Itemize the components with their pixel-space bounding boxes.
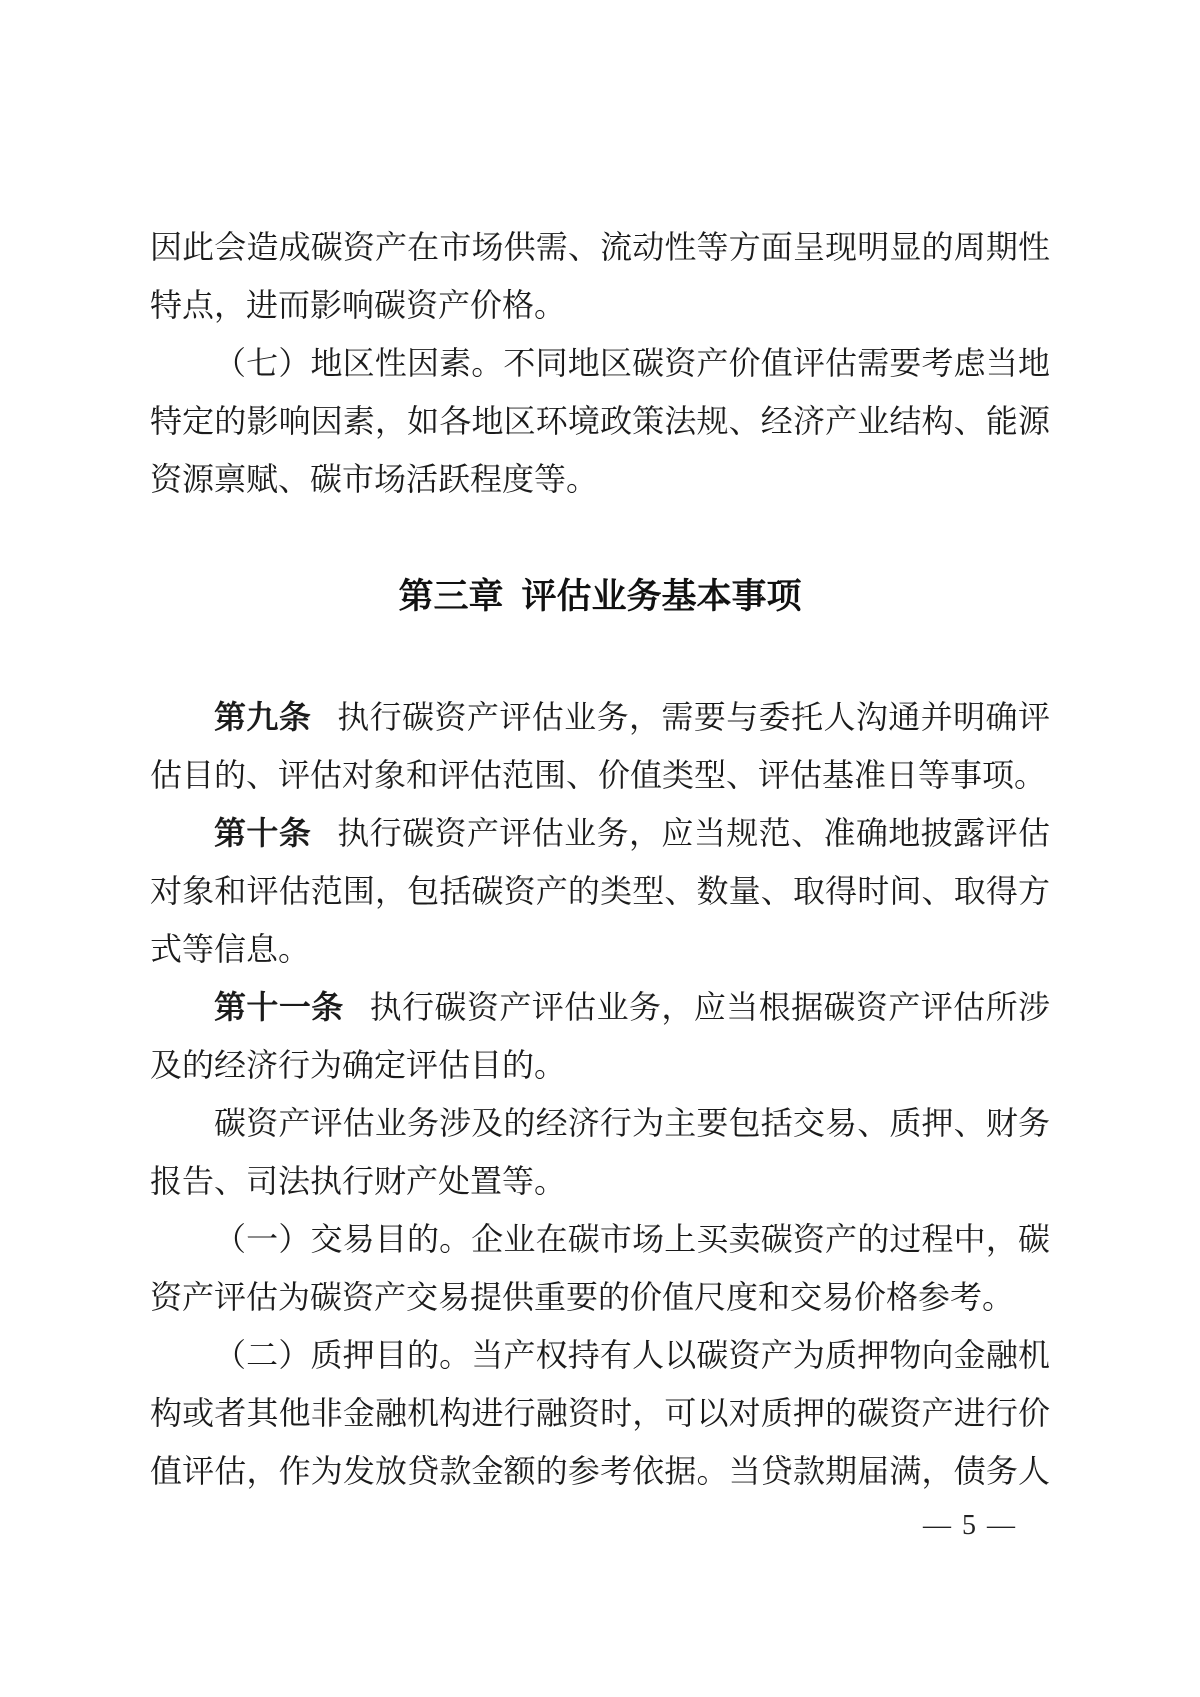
text-line [150, 1268, 1050, 1326]
line-text: 因此会造成碳资产在市场供需、流动性等方面呈现明显的周期性 [150, 229, 1050, 265]
line-text: （二）质押目的。当产权持有人以碳资产为质押物向金融机 [214, 1337, 1050, 1373]
text-line [150, 688, 1050, 746]
line-text: 对象和评估范围，包括碳资产的类型、数量、取得时间、取得方 [150, 873, 1050, 909]
line-text: 执行碳资产评估业务，应当规范、准确地披露评估 [337, 815, 1050, 851]
line-text: （七）地区性因素。不同地区碳资产价值评估需要考虑当地 [214, 345, 1050, 381]
line-text: 执行碳资产评估业务，需要与委托人沟通并明确评 [337, 699, 1050, 735]
line-text: 资产评估为碳资产交易提供重要的价值尺度和交易价格参考。 [150, 1279, 1015, 1315]
text-line [150, 1442, 1050, 1500]
text-line [150, 1326, 1050, 1384]
text-line [150, 804, 1050, 862]
line-text: 碳资产评估业务涉及的经济行为主要包括交易、质押、财务 [214, 1105, 1050, 1141]
line-text: 构或者其他非金融机构进行融资时，可以对质押的碳资产进行价 [150, 1395, 1050, 1431]
line-text: 特点，进而影响碳资产价格。 [150, 287, 567, 323]
line-text: 执行碳资产评估业务，应当根据碳资产评估所涉 [369, 989, 1050, 1025]
text-line [150, 1152, 1050, 1210]
text-line [150, 334, 1050, 392]
line-text: 值评估，作为发放贷款金额的参考依据。当贷款期届满，债务人 [150, 1453, 1050, 1489]
page-number: — 5 — [923, 1510, 1017, 1541]
text-line [150, 450, 1050, 508]
article-label: 第十条 [214, 815, 312, 851]
text-line [150, 978, 1050, 1036]
chapter-number: 第三章 [398, 577, 504, 616]
line-text: 及的经济行为确定评估目的。 [150, 1047, 567, 1083]
line-text: 资源禀赋、碳市场活跃程度等。 [150, 461, 599, 497]
text-line [150, 1036, 1050, 1094]
line-text: 特定的影响因素，如各地区环境政策法规、经济产业结构、能源 [150, 403, 1050, 439]
text-line [150, 920, 1050, 978]
article-label: 第十一条 [214, 989, 344, 1025]
chapter-title: 评估业务基本事项 [521, 577, 802, 616]
text-line [150, 392, 1050, 450]
document-body [150, 218, 1050, 1500]
text-line [150, 1094, 1050, 1152]
text-line [150, 1384, 1050, 1442]
text-line [150, 746, 1050, 804]
text-line [150, 1210, 1050, 1268]
line-text: 报告、司法执行财产处置等。 [150, 1163, 567, 1199]
text-line [150, 862, 1050, 920]
line-text: 估目的、评估对象和评估范围、价值类型、评估基准日等事项。 [150, 757, 1047, 793]
text-line [150, 276, 1050, 334]
text-line [150, 218, 1050, 276]
line-text: （一）交易目的。企业在碳市场上买卖碳资产的过程中，碳 [214, 1221, 1050, 1257]
chapter-heading [150, 568, 1050, 626]
line-text: 式等信息。 [150, 931, 311, 967]
article-label: 第九条 [214, 699, 312, 735]
